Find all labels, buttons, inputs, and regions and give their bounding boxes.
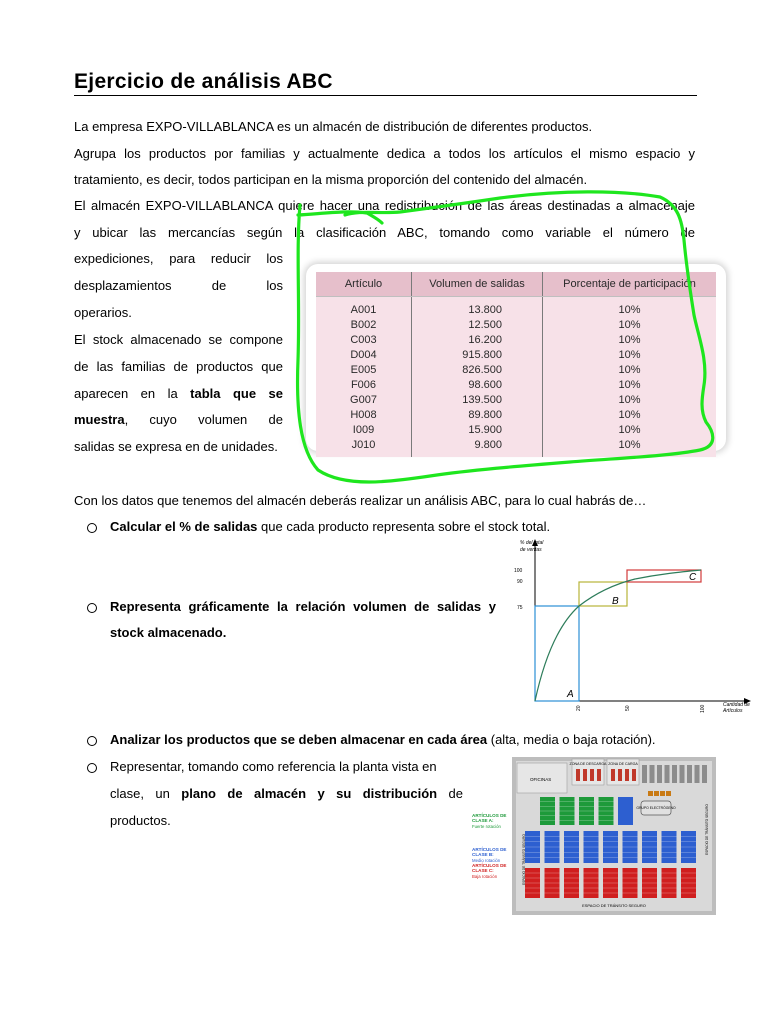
bottom-passage-label: ESPACIO DE TRÁNSITO SEGURO (582, 903, 646, 908)
task-item: clase, un plano de almacén y su distribución de (110, 786, 463, 801)
pallet-box (654, 791, 659, 796)
loading-bay (687, 765, 692, 783)
bullet-icon (87, 763, 97, 773)
article-code-cell: F006 (316, 377, 412, 392)
x-axis-title: Artículos (723, 708, 743, 714)
article-code-cell: H008 (316, 407, 412, 422)
volume-cell: 915.800 (412, 347, 543, 362)
percentage-cell: 10% (543, 347, 717, 362)
article-code-cell: I009 (316, 422, 412, 437)
table-header: Porcentaje de participación (543, 272, 717, 297)
article-code-cell: E005 (316, 362, 412, 377)
volume-cell: 13.800 (412, 297, 543, 318)
offices-label: OFICINAS (530, 777, 552, 782)
article-code-cell: C003 (316, 332, 412, 347)
class-a-label: CLASE A: (472, 818, 494, 823)
loading-bay (665, 765, 670, 783)
task-item: Analizar los productos que se deben almacenar en cada área (alta, media o baja rotación). (110, 732, 656, 747)
shelf-class-b (618, 797, 633, 825)
intro-line: Agrupa los productos por familias y actualmente dedica a todos los artículos el mismo espacio y (74, 146, 695, 161)
article-code-cell: A001 (316, 297, 412, 318)
volume-cell: 16.200 (412, 332, 543, 347)
article-code-cell: D004 (316, 347, 412, 362)
percentage-cell: 10% (543, 297, 717, 318)
pallet-box (648, 791, 653, 796)
table-header: Volumen de salidas (412, 272, 543, 297)
article-code-cell: G007 (316, 392, 412, 407)
dock-pallet (611, 769, 615, 781)
x-tick-label: 100 (700, 704, 706, 713)
intro-line: y ubicar las mercancías según la clasificación ABC, tomando como variable el número de (74, 225, 695, 240)
task-item: productos. (110, 813, 171, 828)
class-a-label: ARTÍCULOS DE (472, 813, 507, 818)
volume-cell: 139.500 (412, 392, 543, 407)
class-b-label: CLASE B: (472, 852, 494, 857)
intro-line: expediciones, para reducir los (74, 251, 283, 266)
warehouse-plan (470, 755, 720, 915)
zone-a-label: A (567, 689, 574, 700)
volume-cell: 98.600 (412, 377, 543, 392)
class-b-label: Medio rotación (472, 858, 501, 863)
intro-line: El stock almacenado se compone (74, 332, 283, 347)
loading-bay (650, 765, 655, 783)
intro-line: desplazamientos de los (74, 278, 283, 293)
percentage-cell: 10% (543, 377, 717, 392)
task-item: Representar, tomando como referencia la planta vista en (110, 759, 437, 774)
x-tick-label: 20 (576, 705, 582, 711)
percentage-cell: 10% (543, 437, 717, 457)
volume-cell: 12.500 (412, 317, 543, 332)
loading-bay (702, 765, 707, 783)
y-tick-label: 100 (514, 568, 523, 574)
bullet-icon (87, 523, 97, 533)
intro-line: La empresa EXPO-VILLABLANCA es un almacén de distribución de diferentes productos. (74, 119, 593, 134)
generator-label: GRUPO ELECTRÓGENO (636, 806, 676, 810)
intro-line: de las familias de productos que (74, 359, 283, 374)
dock-pallet (576, 769, 580, 781)
dock-pallet (632, 769, 636, 781)
volume-cell: 826.500 (412, 362, 543, 377)
article-code-cell: B002 (316, 317, 412, 332)
percentage-cell: 10% (543, 332, 717, 347)
x-tick-label: 50 (625, 705, 631, 711)
loading-bay (657, 765, 662, 783)
left-passage-label: ESPACIO DE TRÁNSITO SEGURO (522, 834, 526, 885)
task-item: stock almacenado. (110, 625, 227, 640)
task-item: Calcular el % de salidas que cada producto representa sobre el stock total. (110, 519, 551, 534)
cumulative-curve (535, 570, 701, 701)
class-b-label: ARTÍCULOS DE (472, 847, 507, 852)
table-header: Artículo (316, 272, 412, 297)
y-axis-title: de ventas (520, 547, 542, 553)
percentage-cell: 10% (543, 362, 717, 377)
task-item: Representa gráficamente la relación volumen de salidas y (110, 599, 496, 614)
loading-bay (695, 765, 700, 783)
class-c-label: Baja rotación (472, 874, 498, 879)
y-tick-label: 90 (517, 579, 523, 585)
x-axis-title: Cantidad de (723, 702, 750, 708)
volume-cell: 15.900 (412, 422, 543, 437)
intro-line: aparecen en la tabla que se (74, 386, 284, 401)
dock-pallet (625, 769, 629, 781)
page-title: Ejercicio de análisis ABC (74, 70, 333, 93)
intro-line: salidas se expresa en de unidades. (74, 439, 278, 454)
dock-pallet (583, 769, 587, 781)
percentage-cell: 10% (543, 392, 717, 407)
zone-b-label: B (612, 596, 619, 607)
intro-line: El almacén EXPO-VILLABLANCA quiere hacer una redistribución de las áreas destinadas a almacenaje (74, 198, 695, 213)
loading-bay (642, 765, 647, 783)
pallet-box (660, 791, 665, 796)
pallet-box (666, 791, 671, 796)
y-axis-title: % del total (520, 540, 544, 546)
bullet-icon (87, 736, 97, 746)
dock-pallet (590, 769, 594, 781)
bullet-icon (87, 603, 97, 613)
article-code-cell: J010 (316, 437, 412, 457)
intro-line: tratamiento, es decir, todos participan en la misma proporción del contenido del almacén. (74, 172, 588, 187)
zone-c-label: C (689, 572, 697, 583)
class-c-label: CLASE C: (472, 868, 494, 873)
dock-pallet (597, 769, 601, 781)
y-tick-label: 75 (517, 605, 523, 611)
loading-bay (672, 765, 677, 783)
percentage-cell: 10% (543, 407, 717, 422)
percentage-cell: 10% (543, 317, 717, 332)
percentage-cell: 10% (543, 422, 717, 437)
class-c-label: ARTÍCULOS DE (472, 863, 507, 868)
loading-bay (680, 765, 685, 783)
abc-curve-chart (505, 535, 755, 720)
loading-label: ZONA DE CARGA (608, 762, 638, 766)
unloading-label: ZONA DE DESCARGA (569, 762, 607, 766)
intro-line: muestra, cuyo volumen de (74, 412, 283, 427)
volume-cell: 9.800 (412, 437, 543, 457)
zone-a-box (535, 606, 579, 701)
zone-b-box (579, 582, 627, 606)
intro-line: operarios. (74, 305, 132, 320)
volume-cell: 89.800 (412, 407, 543, 422)
right-passage-label: ESPACIO DE TRÁNSITO SEGURO (705, 804, 709, 855)
dock-pallet (618, 769, 622, 781)
class-a-label: Fuerte rotación (472, 824, 501, 829)
datos-line: Con los datos que tenemos del almacén deberás realizar un análisis ABC, para lo cual habrás de… (74, 493, 647, 508)
